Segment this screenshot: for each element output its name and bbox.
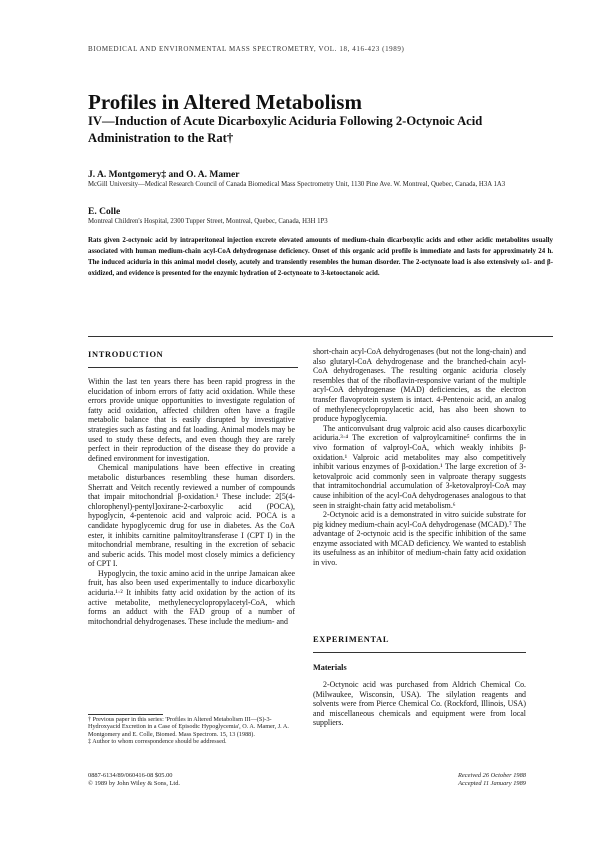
received-date: Received 26 October 1988 — [458, 772, 526, 779]
right-column — [313, 347, 526, 568]
materials-paragraph: 2-Octynoic acid was purchased from Aldrich Chemical Co. (Milwaukee, Wisconsin, USA). The silylation reagents and solvents were from Pierce Chemical Co. (Rockford, Illinois, USA) and miscellaneous chemicals and equipment were from local suppliers. — [313, 680, 526, 728]
journal-header: BIOMEDICAL AND ENVIRONMENTAL MASS SPECTROMETRY, VOL. 18, 416-423 (1989) — [88, 45, 405, 53]
left-column — [88, 377, 295, 626]
introduction-divider — [88, 367, 298, 368]
authors-secondary: E. Colle — [88, 207, 121, 217]
intro-paragraph: short-chain acyl-CoA dehydrogenases (but not the long-chain) and also glutaryl-CoA dehydrogenase and the branched-chain acyl-CoA dehydrogenases. The resulting organic aciduria closely resembles that of the riboflavin-responsive variant of the multiple acyl-CoA dehydrogenase (MAD) deficiencies, as the electron transfer flavoprotein system is intact. 4-Pentenoic acid, an analog of methylenecyclopropylacetic acid, has also been shown to produce hypoglycemia. — [313, 347, 526, 424]
received-dates — [313, 772, 526, 788]
intro-paragraph: Hypoglycin, the toxic amino acid in the unripe Jamaican akee fruit, has also been used experimentally to induce dicarboxylic aciduria.¹·² It inhibits fatty acid oxidation by the action of its active metabolite, methylenecyclopropylacetyl-CoA, which forms an adduct with the FAD group of a number of mitochondrial dehydrogenases. These include the medium- and — [88, 568, 295, 626]
introduction-heading: INTRODUCTION — [88, 350, 164, 359]
footnote-correspondence: ‡ Author to whom correspondence should be addressed. — [88, 738, 227, 746]
affiliation-secondary: Montreal Children's Hospital, 2300 Tupper Street, Montreal, Quebec, Canada, H3H 1P3 — [88, 218, 328, 225]
footnotes — [88, 716, 298, 746]
authors-primary: J. A. Montgomery‡ and O. A. Mamer — [88, 170, 240, 180]
intro-paragraph: Chemical manipulations have been effective in creating metabolic disturbances resembling these human disorders. Sherratt and Veitch recently reviewed a number of compounds that impair mitochondrial β-oxidation.¹ These include: 2[5(4-chlorophenyl)-pentyl]oxirane-2-carboxylic acid (POCA), hypoglycin, 4-pentenoic acid and valproic acid. POCA is a candidate hypoglycemic drug for use in diabetes. As the CoA ester, it inhibits carnitine palmitoyltransferase I (CPT I) in the mitochondrial membrane, resulting in the excretion of sebacic and suberic acids. This model most closely mimics a deficiency of CPT I. — [88, 463, 295, 569]
paper-title: Profiles in Altered Metabolism — [88, 90, 362, 114]
abstract: Rats given 2-octynoic acid by intraperitoneal injection excrete elevated amounts of medium-chain dicarboxylic acids and other acidic metabolites usually associated with human medium-chain acyl-CoA dehydrogenase deficiency. Onset of this organic acid profile is immediate and lasts for approximately 24 h. The induced aciduria in this animal model closely, acutely and transiently resembles the human disorder. The 2-octynoate load is also extensively ω1- and β-oxidized, and evidence is presented for the enzymic hydration of 2-octynoate to 3-ketooctanoic acid. — [88, 237, 553, 277]
intro-paragraph: 2-Octynoic acid is a demonstrated in vitro suicide substrate for pig kidney medium-chain acyl-CoA dehydrogenase (MCAD).⁷ The advantage of 2-octynoic acid is the specific inhibition of the same enzyme associated with MCAD deficiency. We wanted to establish its usefulness as an inhibitor of medium-chain fatty acid oxidation in vivo. — [313, 510, 526, 568]
experimental-divider — [313, 652, 526, 653]
materials-text — [313, 680, 526, 728]
footnote-series: † Previous paper in this series: 'Profiles in Altered Metabolism III—(S)-3-Hydroxyacid Excretion in a Case of Episodic Hypoglycemia', O. A. Mamer, J. A. Montgomery and E. Colle, Biomed. Mass Spectrom. 15, 13 (1988). — [88, 716, 289, 738]
issn-code: 0887-6134/89/060416-08 $05.00 — [88, 772, 173, 779]
paper-subtitle: IV—Induction of Acute Dicarboxylic Aciduria Following 2-Octynoic Acid Administration to the Rat† — [88, 114, 483, 145]
footnote-divider — [88, 714, 163, 715]
experimental-heading: EXPERIMENTAL — [313, 635, 390, 644]
copyright-line: © 1989 by John Wiley & Sons, Ltd. — [88, 780, 180, 787]
materials-heading: Materials — [313, 663, 347, 672]
intro-paragraph: The anticonvulsant drug valproic acid also causes dicarboxylic aciduria.³·⁴ The excretion of valproylcarnitine⁵ confirms the in vivo formation of valproyl-CoA, which weakly inhibits β-oxidation.¹ Valproic acid metabolites may also competitively inhibit various enzymes of β-oxidation.¹ The large excretion of 3-ketovalproic acid commonly seen in valproate therapy suggests that intramitochondrial accumulation of 3-ketovalproyl-CoA may cause inhibition of the acyl-CoA dehydrogenases analogous to that seen in straight-chain fatty acid metabolism.⁶ — [313, 423, 526, 510]
abstract-divider — [88, 336, 553, 337]
affiliation-primary: McGill University—Medical Research Council of Canada Biomedical Mass Spectrometry Unit, 1130 Pine Ave. W. Montreal, Quebec, Canada, H3A 1A3 — [88, 181, 506, 188]
accepted-date: Accepted 11 January 1989 — [458, 780, 526, 787]
copyright-block — [88, 772, 298, 788]
intro-paragraph: Within the last ten years there has been rapid progress in the elucidation of inborn errors of fatty acid oxidation. While these errors provide unique opportunities to investigate regulation of fatty acid oxidation, affected children often have a fragile metabolic balance that is easily disrupted by investigative strategies such as fasting and fat loading. Animal models may be used to study these defects, and even though they are rarely perfect in their reproduction of the disease they do provide a defined environment for investigation. — [88, 377, 295, 463]
